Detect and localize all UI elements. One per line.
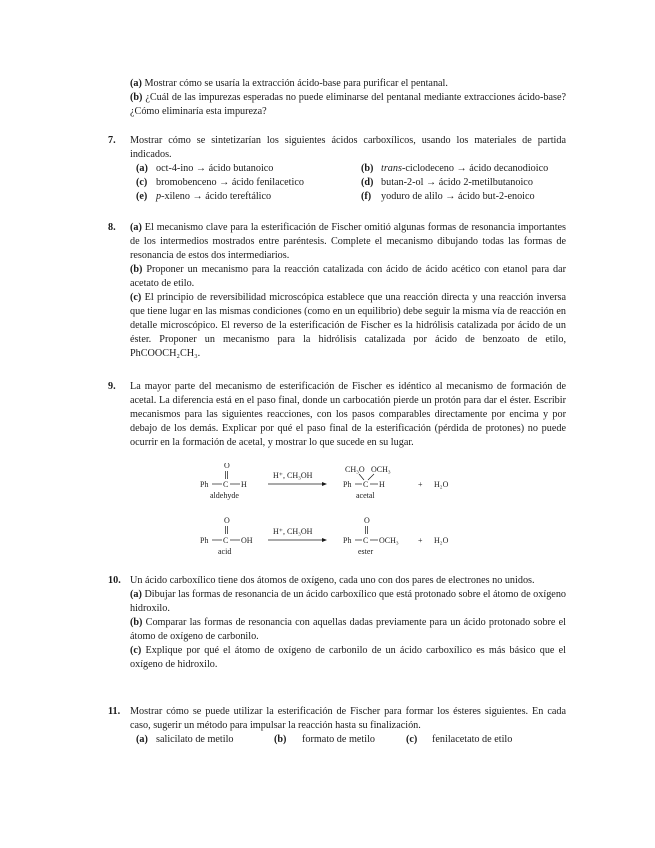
svg-text:H: H (379, 480, 385, 489)
question-intro: Mostrar cómo se sintetizarían los siguientes ácidos carboxílicos, usando los materiales de partida indicados. (130, 135, 566, 160)
acetal-label: acetal (356, 491, 375, 500)
reaction-scheme (196, 463, 476, 563)
q10-part-b: (b) Comparar las formas de resonancia con aquellas dadas previamente para un ácido protonado sobre el átomo de oxígeno de carbonilo. (130, 617, 566, 642)
question-8 (108, 221, 567, 361)
question-number: 11. (108, 706, 121, 717)
question-number: 7. (108, 135, 116, 146)
svg-text:O: O (364, 516, 370, 525)
q10-intro: Un ácido carboxílico tiene dos átomos de oxígeno, cada uno con dos pares de electrones no unidos. (130, 575, 535, 586)
q10-part-a: (a) Dibujar las formas de resonancia de un ácido carboxílico que está protonado sobre el átomo de oxígeno hidroxilo. (130, 589, 567, 614)
svg-text:C: C (223, 536, 229, 545)
option-b: formato de metilo (302, 734, 375, 745)
option-a: oct-4-ino → ácido butanoico (156, 163, 274, 174)
svg-text:H₂O: H₂O (434, 536, 449, 545)
question-9 (108, 380, 566, 450)
question-10 (108, 574, 567, 672)
svg-text:C: C (223, 480, 229, 489)
aldehyde-label: aldehyde (210, 491, 239, 500)
prev-question (130, 77, 566, 119)
svg-text:Ph: Ph (200, 480, 209, 489)
prev-part-b: (b) ¿Cuál de las impurezas esperadas no puede eliminarse del pentanal mediante extracciones ácido-base? ¿Cómo eliminaría esta impureza? (130, 92, 566, 117)
options-grid: (a) oct-4-ino → ácido butanoico (b) trans-ciclodeceno → ácido decanodioico (c) bromobenceno → ácido fenilacetico (d) butan-2-ol → ácido 2-metilbutanoico (e) p-xileno → ácido tereftálico (f) yoduro de alilo → ácido but-2-enoico (136, 162, 566, 204)
reagent-1: H⁺, CH₃OH (273, 471, 313, 480)
svg-text:H: H (241, 480, 247, 489)
svg-text:C: C (363, 480, 369, 489)
option-d: butan-2-ol → ácido 2-metilbutanoico (381, 177, 533, 188)
option-c: bromobenceno → ácido fenilacetico (156, 177, 304, 188)
option-e: p-xileno → ácido tereftálico (156, 191, 272, 202)
q11-options: (a) salicilato de metilo (b) formato de metilo (c) fenilacetato de etilo (136, 734, 513, 745)
question-number: 8. (108, 222, 116, 233)
question-number: 10. (108, 575, 121, 586)
q8-part-b: (b) Proponer un mecanismo para la reacción catalizada con ácido de ácido acético con etanol para dar acetato de etilo. (130, 264, 567, 289)
option-a: salicilato de metilo (156, 734, 234, 745)
option-f: yoduro de alilo → ácido but-2-enoico (381, 191, 535, 202)
q10-part-c: (c) Explique por qué el átomo de oxígeno de carbonilo de un ácido carboxílico es más básico que el oxígeno de hidroxilo. (130, 645, 566, 670)
svg-text:CH₃O: CH₃O (345, 465, 365, 474)
svg-text:+: + (418, 536, 423, 545)
svg-text:OCH₃: OCH₃ (371, 465, 391, 474)
svg-text:+: + (418, 480, 423, 489)
svg-text:H₂O: H₂O (434, 480, 449, 489)
svg-text:Ph: Ph (343, 480, 352, 489)
q8-part-a: (a) El mecanismo clave para la esterificación de Fischer omitió algunas formas de resonancia importantes de los intermedios mostrados entre paréntesis. Complete el mecanismo dibujando todas las formas de resonancia de estos dos intermediarios. (130, 222, 567, 261)
question-number: 9. (108, 381, 116, 392)
prev-part-a: (a) Mostrar cómo se usaría la extracción ácido-base para purificar el pentanal. (130, 78, 448, 89)
svg-text:C: C (363, 536, 369, 545)
svg-text:O: O (224, 516, 230, 525)
q11-intro: Mostrar cómo se puede utilizar la esterificación de Fischer para formar los ésteres siguientes. En cada caso, sugerir un método para impulsar la reacción hasta su finalización. (130, 706, 566, 731)
reagent-2: H⁺, CH₃OH (273, 527, 313, 536)
ester-label: ester (358, 547, 374, 556)
question-7 (108, 134, 566, 204)
option-b: trans-ciclodeceno → ácido decanodioico (381, 163, 549, 174)
svg-text:Ph: Ph (200, 536, 209, 545)
svg-text:Ph: Ph (343, 536, 352, 545)
svg-text:OH: OH (241, 536, 253, 545)
question-11 (108, 705, 566, 747)
option-c: fenilacetato de etilo (432, 734, 513, 745)
q8-part-c: (c) El principio de reversibilidad microscópica establece que una reacción directa y una reacción inversa que tiene lugar en las mismas condiciones (como en un equilibrio) debe seguir la misma vía de reacción en detalle microscópico. El reverso de la esterificación de Fischer es la hidrólisis catalizada por ácido de un éster. Proponer un mecanismo para la hidrólisis catalizada por ácido de benzoato de etilo, PhCOOCH₂CH₃. (130, 292, 567, 359)
carbonyl-o: O (224, 463, 230, 470)
svg-text:OCH₃: OCH₃ (379, 536, 399, 545)
acid-label: acid (218, 547, 232, 556)
q9-text: La mayor parte del mecanismo de esterificación de Fischer es idéntico al mecanismo de formación de acetal. La diferencia está en el paso final, donde un carbocatión pierde un protón para dar el éster. Escribir mecanismos para las siguientes reacciones, con los pasos comparables directamente por encima y por debajo de los demás. Explicar por qué el paso final de la esterificación (pérdida de protones) no puede ocurrir en la formación de acetal, y mostrar lo que sucede en su lugar. (130, 381, 566, 448)
